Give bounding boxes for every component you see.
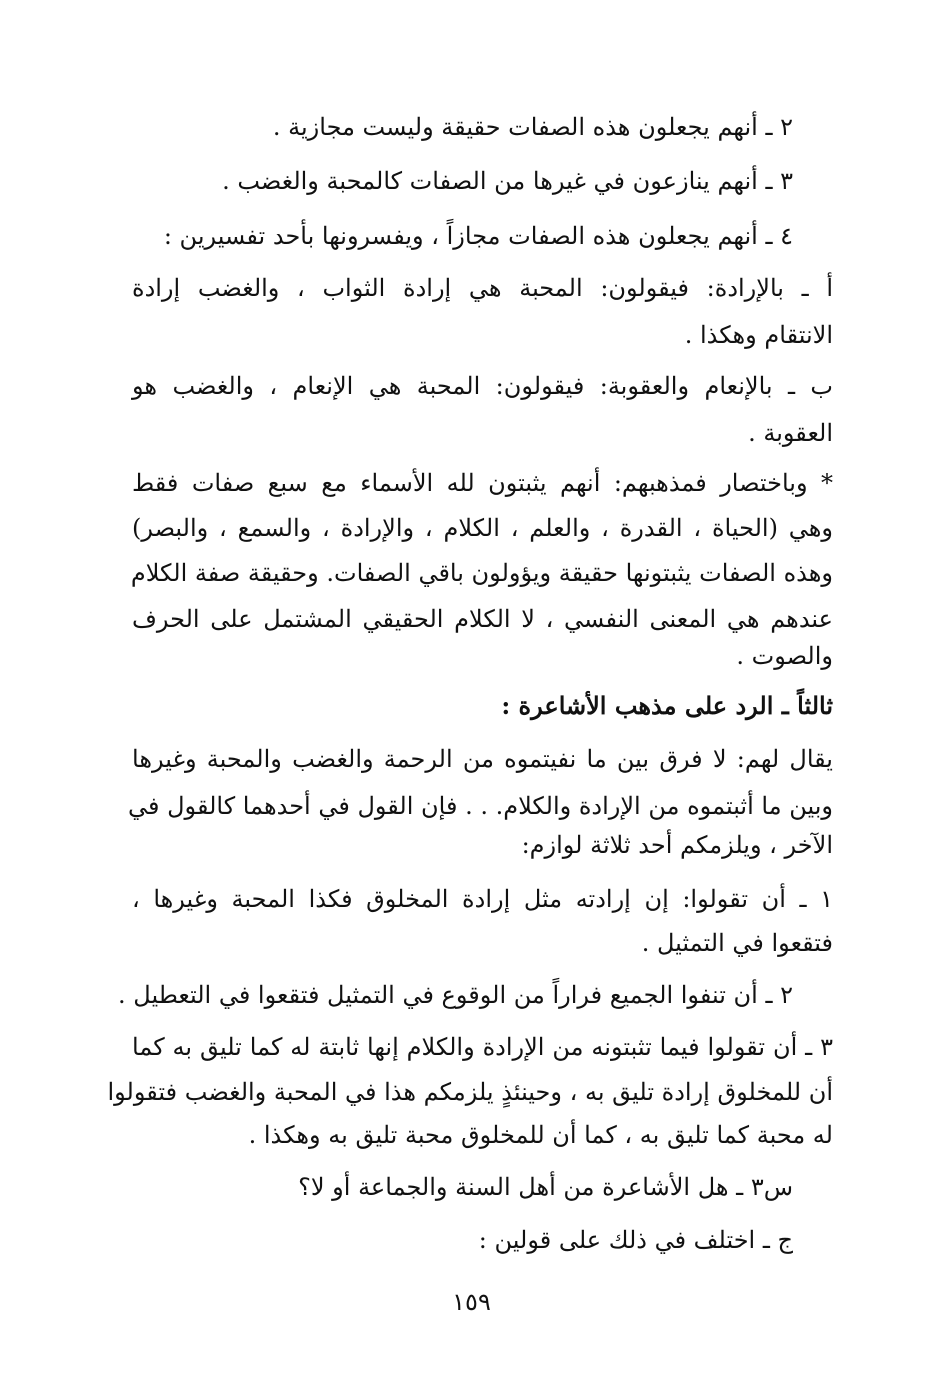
text-line: العقوبة . [748, 419, 833, 447]
text-line: * وباختصار فمذهبهم: أنهم يثبتون لله الأسماء مع سبع صفات فقط [132, 469, 833, 497]
text-line: وبين ما أثبتموه من الإرادة والكلام. . . فإن القول في أحدهما كالقول في [128, 792, 833, 820]
text-line: ٢ ـ أن تنفوا الجميع فراراً من الوقوع في التمثيل فتقعوا في التعطيل . [118, 981, 793, 1009]
page-number: ١٥٩ [452, 1288, 491, 1316]
text-line: ٣ ـ أن تقولوا فيما تثبتونه من الإرادة والكلام إنها ثابتة له كما تليق به كما [132, 1033, 834, 1061]
text-line: الانتقام وهكذا . [684, 321, 833, 349]
text-line: وهي (الحياة ، القدرة ، والعلم ، الكلام ، والإرادة ، والسمع ، والبصر) [132, 514, 833, 542]
text-line: الآخر ، ويلزمكم أحد ثلاثة لوازم: [521, 831, 833, 859]
text-line: ٤ ـ أنهم يجعلون هذه الصفات مجازاً ، ويفسرونها بأحد تفسيرين : [163, 222, 793, 250]
question-line: س٣ ـ هل الأشاعرة من أهل السنة والجماعة أو لا؟ [298, 1173, 793, 1201]
section-heading: ثالثاً ـ الرد على مذهب الأشاعرة : [501, 691, 833, 720]
text-line: ٢ ـ أنهم يجعلون هذه الصفات حقيقة وليست مجازية . [272, 113, 793, 141]
text-line: أن للمخلوق إرادة تليق به ، وحينئذٍ يلزمكم هذا في المحبة والغضب فتقولوا [107, 1078, 833, 1106]
text-line: له محبة كما تليق به ، كما أن للمخلوق محبة تليق به وهكذا . [248, 1121, 833, 1149]
text-line: ١ ـ أن تقولوا: إن إرادته مثل إرادة المخلوق فكذا المحبة وغيرها ، [132, 885, 833, 913]
text-line: يقال لهم: لا فرق بين ما نفيتموه من الرحمة والغضب والمحبة وغيرها [132, 745, 833, 773]
text-line: فتقعوا في التمثيل . [641, 929, 833, 957]
text-line: والصوت . [736, 642, 833, 670]
text-line: ٣ ـ أنهم ينازعون في غيرها من الصفات كالمحبة والغضب . [222, 167, 793, 195]
text-line: وهذه الصفات يثبتونها حقيقة ويؤولون باقي الصفات. وحقيقة صفة الكلام [130, 559, 833, 587]
answer-line: ج ـ اختلف في ذلك على قولين : [478, 1226, 793, 1254]
text-line: ب ـ بالإنعام والعقوبة: فيقولون: المحبة هي الإنعام ، والغضب هو [132, 372, 833, 400]
text-line: عندهم هي المعنى النفسي ، لا الكلام الحقيقي المشتمل على الحرف [132, 605, 833, 633]
text-line: أ ـ بالإرادة: فيقولون: المحبة هي إرادة الثواب ، والغضب إرادة [132, 274, 833, 302]
